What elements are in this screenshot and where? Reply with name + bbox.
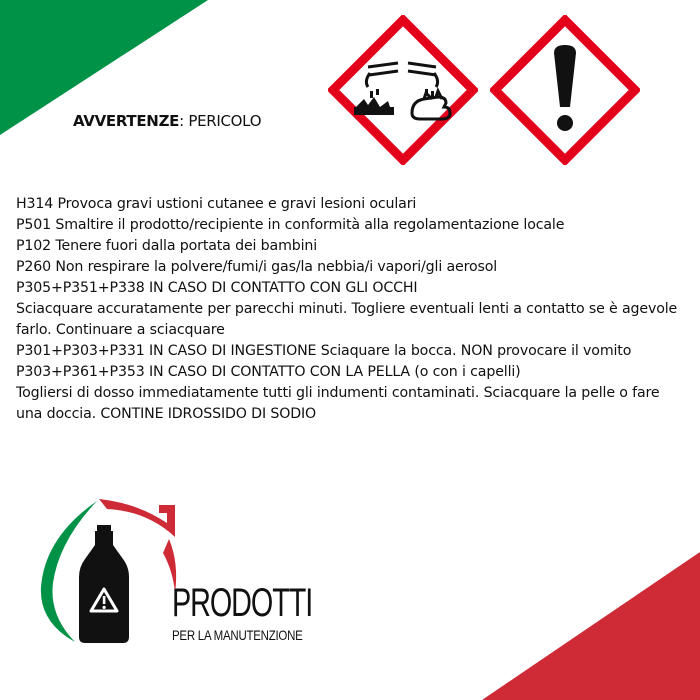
hazard-statements	[16, 194, 688, 425]
statement-line: P260 Non respirare la polvere/fumi/i gas/la nebbia/i vapori/gli aerosol	[16, 259, 498, 275]
statement-line: P303+P361+P353 IN CASO DI CONTATTO CON LA PELLA (o con i capelli)	[16, 364, 521, 380]
red-corner-triangle	[482, 552, 700, 700]
statement-line: P301+P303+P331 IN CASO DI INGESTIONE Sciaquare la bocca. NON provocare il vomito	[16, 343, 632, 359]
statement-line: H314 Provoca gravi ustioni cutanee e gravi lesioni oculari	[16, 196, 417, 212]
signal-word-separator: :	[179, 112, 184, 130]
statement-line: Sciacquare accuratamente per parecchi minuti. Togliere eventuali lenti a contatto se è agevole farlo. Continuare a sciacquare	[16, 301, 678, 338]
exclamation-pictogram	[490, 15, 640, 165]
brand-subtitle: PER LA MANUTENZIONE	[172, 627, 303, 643]
statement-line: P102 Tenere fuori dalla portata dei bambini	[16, 238, 318, 254]
signal-word-value: PERICOLO	[188, 112, 262, 130]
signal-word	[73, 112, 261, 130]
statement-line: Togliersi di dosso immediatamente tutti gli indumenti contaminati. Sciacquare la pelle o fare una doccia. CONTINE IDROSSIDO DI SODIO	[16, 385, 660, 422]
brand-name: PRODOTTI	[172, 581, 313, 625]
brand-logo	[35, 497, 185, 647]
brand-wordmark	[172, 583, 367, 643]
statement-line: P501 Smaltire il prodotto/recipiente in conformità alla regolamentazione locale	[16, 217, 565, 233]
signal-word-label: AVVERTENZE	[73, 112, 180, 130]
exclamation-mark-icon	[490, 15, 640, 165]
corrosion-icon	[328, 15, 478, 165]
corrosion-pictogram	[328, 15, 478, 165]
statement-line: P305+P351+P338 IN CASO DI CONTATTO CON GLI OCCHI	[16, 280, 418, 296]
